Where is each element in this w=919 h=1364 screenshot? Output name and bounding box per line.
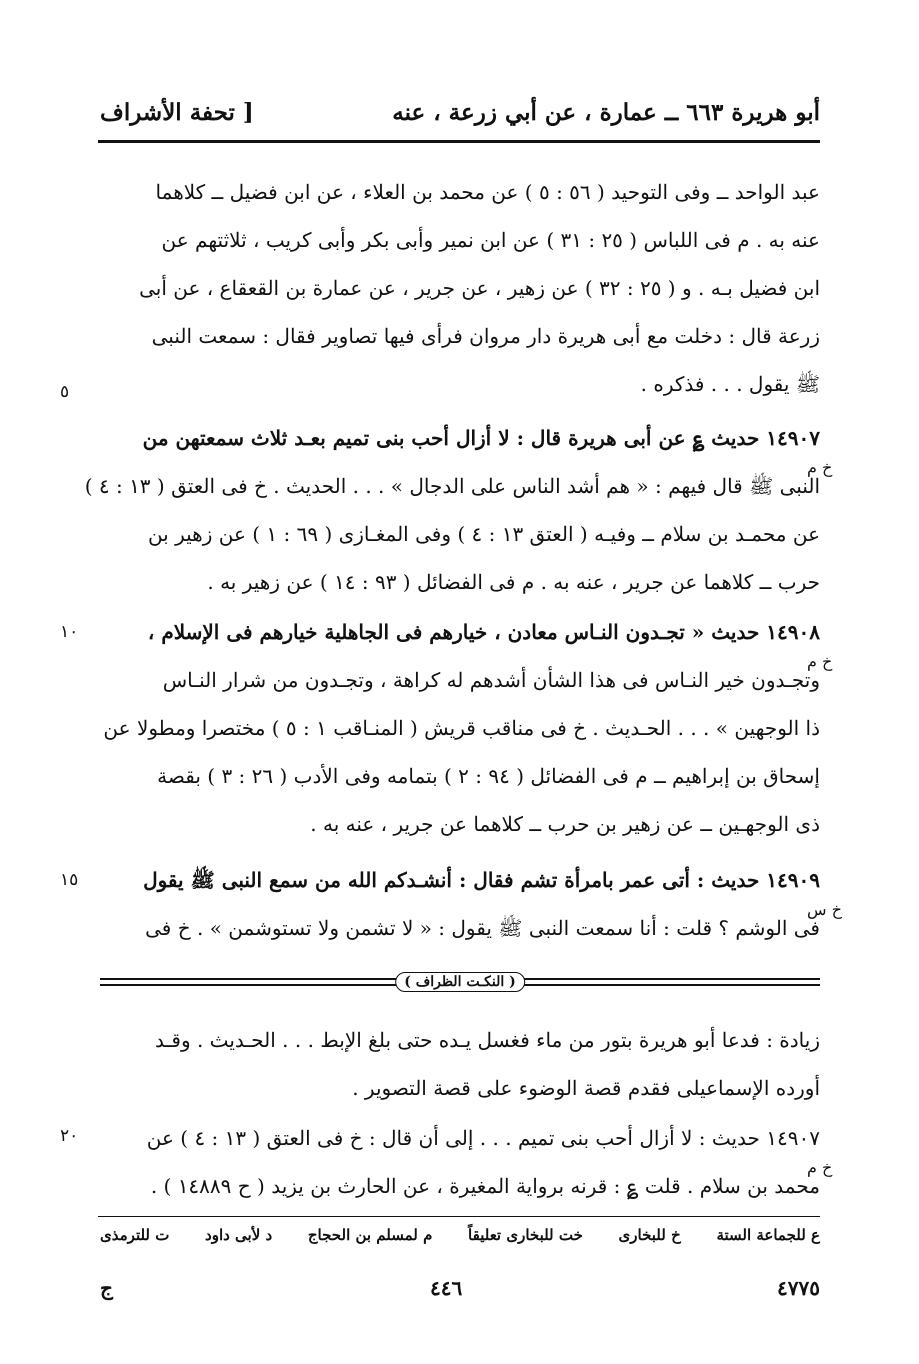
legend-item: ع للجماعة الستة bbox=[716, 1226, 820, 1244]
text-line: ١٤٩٠٧ حديث : لا أزال أحب بنى تميم . . . إلى أن قال : خ فى العتق ( ١٣ : ٤ ) عن bbox=[146, 1126, 820, 1150]
hadith-heading-line: ١٤٩٠٧ حديث ؏ عن أبى هريرة قال : لا أزال أحب بنى تميم بعـد ثلاث سمعتهن من bbox=[142, 426, 820, 450]
text-line: ذا الوجهين » . . . الحـديث . خ فى مناقب قريش ( المنـاقب ١ : ٥ ) مختصرا ومطولا عن bbox=[103, 716, 820, 740]
text-line: أورده الإسماعيلى فقدم قصة الوضوء على قصة التصوير . bbox=[352, 1076, 820, 1100]
page-number: ٤٤٦ bbox=[430, 1276, 463, 1300]
source-codes: خ م bbox=[807, 458, 833, 477]
header-left-title: [ تحفة الأشراف bbox=[100, 98, 254, 126]
text-line: فى الوشم ؟ قلت : أنا سمعت النبى ﷺ يقول : « لا تشمن ولا تستوشمن » . خ فى bbox=[145, 916, 820, 940]
text-line: زيادة : فدعا أبو هريرة بتور من ماء فغسل يـده حتى بلغ الإبط . . . الحـديث . وقـد bbox=[155, 1028, 820, 1052]
hadith-14908 bbox=[100, 608, 820, 848]
intro-paragraph bbox=[100, 168, 820, 408]
source-codes: خ م bbox=[807, 1158, 833, 1177]
hadith-14907 bbox=[84, 414, 820, 606]
line-number-15: ١٥ bbox=[60, 870, 79, 890]
text-line: محمد بن سلام . قلت ؏ : قرنه برواية المغيرة ، عن الحارث بن يزيد ( ح ١٤٨٨٩ ) . bbox=[150, 1174, 820, 1198]
notes-paragraph bbox=[100, 1016, 820, 1112]
signature-mark: ج bbox=[100, 1276, 113, 1300]
text-line: عن محمـد بن سلام ــ وفيـه ( العتق ١٣ : ٤ ) وفى المغـازى ( ٦٩ : ١ ) عن زهير بن bbox=[147, 522, 820, 546]
hadith-heading-line: ١٤٩٠٨ حديث « تجـدون النـاس معادن ، خيارهم فى الجاهلية خيارهم فى الإسلام ، bbox=[147, 620, 820, 644]
hadith-14909 bbox=[100, 856, 820, 952]
text-line: ذى الوجهـين ــ عن زهير بن حرب ــ كلاهما عن جرير ، عنه به . bbox=[310, 812, 820, 836]
legend-item: خت للبخارى تعليقاً bbox=[468, 1226, 583, 1244]
legend-item: م لمسلم بن الحجاج bbox=[307, 1226, 433, 1244]
running-header bbox=[100, 92, 820, 132]
source-codes: خ م bbox=[807, 652, 833, 671]
text-line: عنه به . م فى اللباس ( ٢٥ : ٣١ ) عن ابن نمير وأبى بكر وأبى كريب ، ثلاثتهم عن bbox=[161, 228, 820, 252]
line-number-10: ١٠ bbox=[60, 622, 79, 642]
text-line: ابن فضيل بـه . و ( ٢٥ : ٣٢ ) عن زهير ، عن جرير ، عن عمارة بن القعقاع ، عن أبى bbox=[139, 276, 820, 300]
legend-item: د لأبى داود bbox=[205, 1226, 273, 1244]
note-hadith-14907 bbox=[100, 1114, 820, 1210]
divider-label: ( النكـت الظراف ) bbox=[395, 972, 525, 992]
text-line: ﷺ يقول . . . فذكره . bbox=[640, 372, 820, 396]
header-rule bbox=[98, 140, 820, 143]
text-line: إسحاق بن إبراهيم ــ م فى الفضائل ( ٩٤ : ٢ ) بتمامه وفى الأدب ( ٢٦ : ٣ ) بقصة bbox=[157, 764, 820, 788]
text-line: وتجـدون خير النـاس فى هذا الشأن أشدهم له كراهة ، وتجـدون من شرار النـاس bbox=[162, 668, 820, 692]
text-line: النبى ﷺ قال فيهم : « هم أشد الناس على الدجال » . . . الحديث . خ فى العتق ( ١٣ : ٤ ) bbox=[84, 474, 820, 498]
section-divider bbox=[100, 968, 820, 998]
legend-item: ت للترمذى bbox=[100, 1226, 170, 1244]
text-line: عبد الواحد ــ وفى التوحيد ( ٥٦ : ٥ ) عن محمد بن العلاء ، عن ابن فضيل ــ كلاهما bbox=[155, 180, 820, 204]
text-line: زرعة قال : دخلت مع أبى هريرة دار مروان فرأى فيها تصاوير فقال : سمعت النبى bbox=[151, 324, 820, 348]
line-number-5: ٥ bbox=[60, 382, 70, 402]
footnote-rule bbox=[98, 1216, 820, 1217]
line-number-20: ٢٠ bbox=[60, 1126, 79, 1146]
header-right-title: أبو هريرة ٦٦٣ ــ عمارة ، عن أبي زرعة ، عنه bbox=[392, 98, 820, 126]
hadith-heading-line: ١٤٩٠٩ حديث : أتى عمر بامرأة تشم فقال : أنشـدكم الله من سمع النبى ﷺ يقول bbox=[143, 868, 820, 892]
legend-item: خ للبخارى bbox=[618, 1226, 681, 1244]
abbreviation-legend bbox=[100, 1226, 820, 1254]
source-codes: خ س bbox=[807, 900, 842, 919]
text-line: حرب ــ كلاهما عن جرير ، عنه به . م فى الفضائل ( ٩٣ : ١٤ ) عن زهير به . bbox=[207, 570, 820, 594]
footer-code: ٤٧٧٥ bbox=[777, 1276, 820, 1300]
page-footer bbox=[100, 1276, 820, 1306]
